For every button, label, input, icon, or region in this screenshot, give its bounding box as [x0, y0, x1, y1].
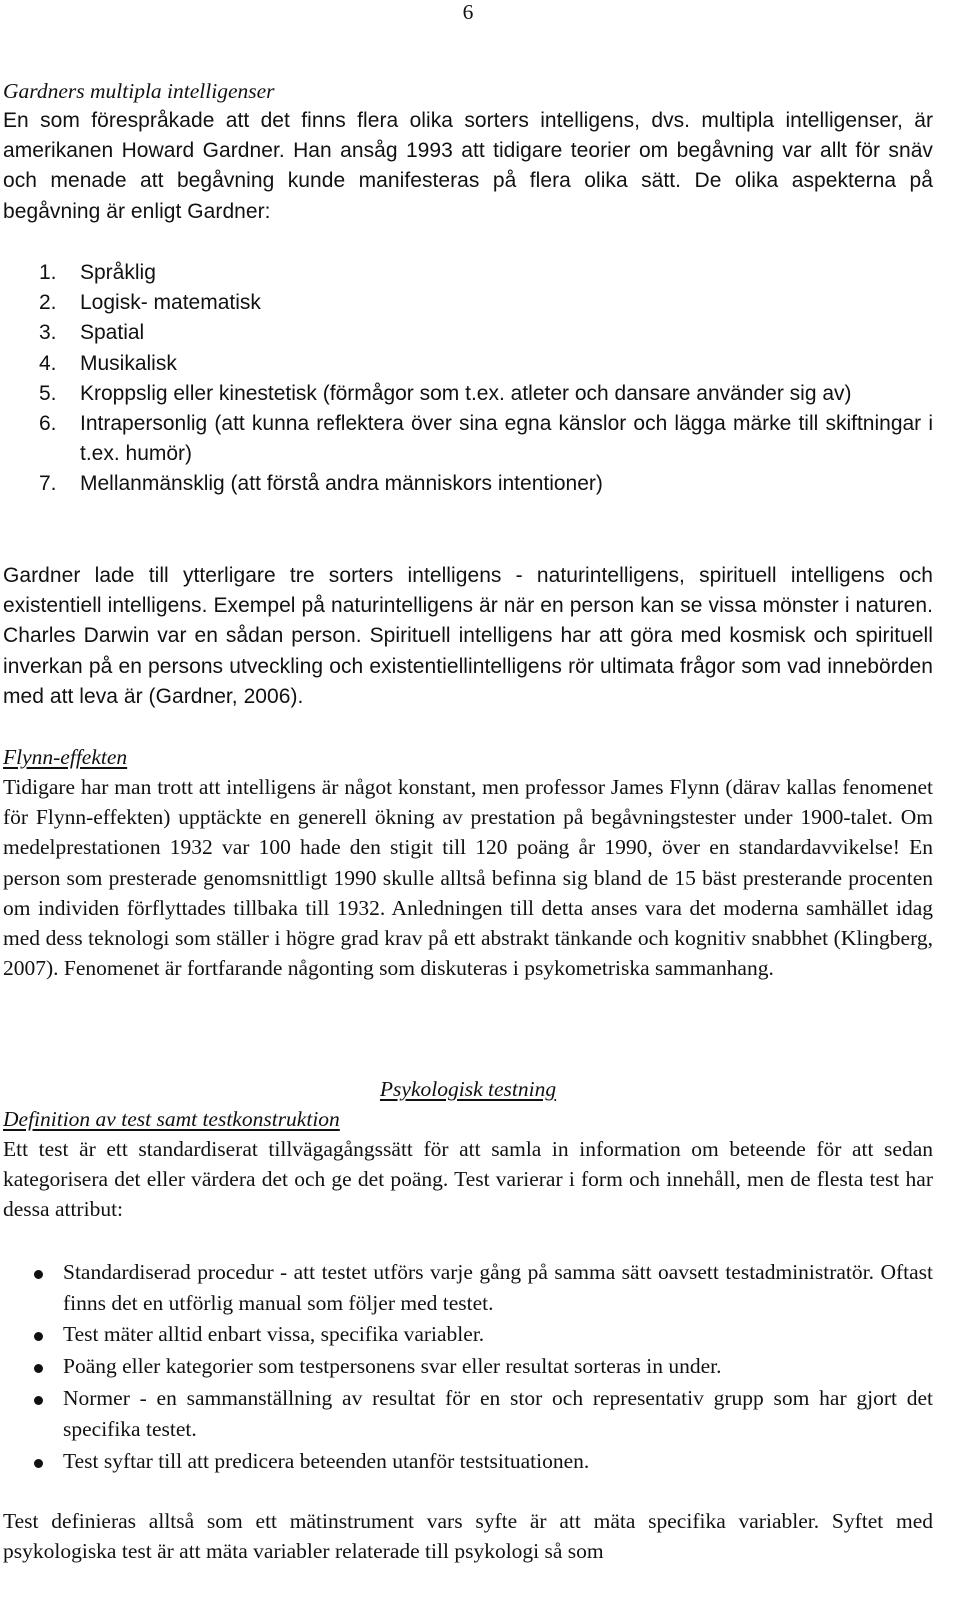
subheading-test-definition: Definition av test samt testkonstruktion	[3, 1107, 340, 1131]
list-item-text: Test syftar till att predicera beteenden utanför testsituationen.	[63, 1448, 590, 1473]
list-item	[3, 288, 933, 318]
flynn-body-paragraph: Tidigare har man trott att intelligens är något konstant, men professor James Flynn (därav kallas fenomenet för Flynn-effekten) upptäckte en generell ökning av prestation på begåvningstester under 1900-talet. Om medelprestationen 1932 var 100 hade den stigit till 120 poäng år 1990, över en standardavvikelse! En person som presterade genomsnittligt 1990 skulle alltså befinna sig bland de 15 bäst presterande procenten om individen förflyttades tillbaka till 1932. Anledningen till detta anses vara det moderna samhället idag med dess teknologi som ställer i högre grad krav på ett abstrakt tänkande och kognitiv snabbhet (Klingberg, 2007). Fenomenet är fortfarande någonting som diskuteras i psykometriska sammanhang.	[3, 775, 933, 981]
gardner-outro-paragraph: Gardner lade till ytterligare tre sorters intelligens - naturintelligens, spirituell intelligens och existentiell intelligens. Exempel på naturintelligens är när en person kan se vissa mönster i naturen. Charles Darwin var en sådan person. Spirituell intelligens har att göra med kosmisk och spirituell inverkan på en persons utveckling och existentiellintelligens rör ultimata frågor som vad innebörden med att leva är (Gardner, 2006).	[3, 564, 933, 708]
list-item-text: Kroppslig eller kinestetisk (förmågor som t.ex. atleter och dansare använder sig av)	[80, 381, 852, 405]
list-item	[3, 258, 933, 288]
bullet-icon	[34, 1364, 43, 1373]
list-item-number: 2.	[39, 291, 57, 315]
list-item	[3, 469, 933, 499]
gardner-intelligence-list	[3, 258, 933, 500]
list-item-number: 5.	[39, 381, 57, 405]
list-item-text: Spatial	[80, 321, 145, 345]
list-item-number: 6.	[39, 412, 57, 436]
list-item-text: Test mäter alltid enbart vissa, specifika variabler.	[63, 1322, 485, 1347]
list-item-number: 1.	[39, 261, 57, 284]
gardner-intro-paragraph: En som förespråkade att det finns flera olika sorters intelligens, dvs. multipla intelligenser, är amerikanen Howard Gardner. Han ansåg 1993 att tidigare teorier om begåvning var allt för snäv och menade att begåvning kunde manifesteras på flera olika sätt. De olika aspekterna på begåvning är enligt Gardner:	[3, 109, 933, 223]
list-item-text: Musikalisk	[80, 351, 177, 375]
list-item-number: 3.	[39, 321, 57, 345]
test-attributes-list	[3, 1257, 933, 1477]
list-item	[3, 1257, 933, 1318]
list-item	[3, 1351, 933, 1382]
page-number: 6	[462, 0, 474, 24]
bullet-icon	[34, 1459, 43, 1468]
section-heading-flynn: Flynn-effekten	[3, 745, 128, 769]
list-item-number: 4.	[39, 351, 57, 375]
bullet-icon	[34, 1396, 43, 1405]
list-item-text: Mellanmänsklig (att förstå andra människors intentioner)	[80, 472, 603, 496]
list-item-text: Poäng eller kategorier som testpersonens svar eller resultat sorteras in under.	[63, 1354, 722, 1379]
list-item-text: Språklig	[80, 261, 156, 284]
section-heading-testing: Psykologisk testning	[379, 1077, 557, 1101]
list-item	[3, 1383, 933, 1444]
list-item	[3, 379, 933, 409]
list-item	[3, 349, 933, 379]
list-item-text: Standardiserad procedur - att testet utförs varje gång på samma sätt oavsett testadministratör. Oftast finns det en utförlig manual som följer med testet.	[63, 1260, 933, 1315]
bullet-icon	[34, 1332, 43, 1341]
list-item	[3, 1319, 933, 1350]
list-item-text: Logisk- matematisk	[80, 291, 261, 315]
list-item-number: 7.	[39, 472, 57, 496]
list-item	[3, 318, 933, 348]
list-item	[3, 1446, 933, 1477]
testing-closing-paragraph: Test definieras alltså som ett mätinstrument vars syfte är att mäta specifika variabler. Syftet med psykologiska test är att mäta variabler relaterade till psykologi så som	[3, 1509, 933, 1564]
bullet-icon	[34, 1270, 43, 1279]
list-item-text: Normer - en sammanställning av resultat för en stor och representativ grupp som har gjort det specifika testet.	[63, 1386, 933, 1441]
list-item-text: Intrapersonlig (att kunna reflektera över sina egna känslor och lägga märke till skiftningar i t.ex. humör)	[80, 412, 933, 466]
section-heading-gardner: Gardners multipla intelligenser	[3, 79, 275, 103]
testing-intro-paragraph: Ett test är ett standardiserat tillvägagångssätt för att samla in information om beteende för att sedan kategorisera det eller värdera det och ge det poäng. Test varierar i form och innehåll, men de flesta test har dessa attribut:	[3, 1137, 933, 1222]
list-item	[3, 409, 933, 469]
